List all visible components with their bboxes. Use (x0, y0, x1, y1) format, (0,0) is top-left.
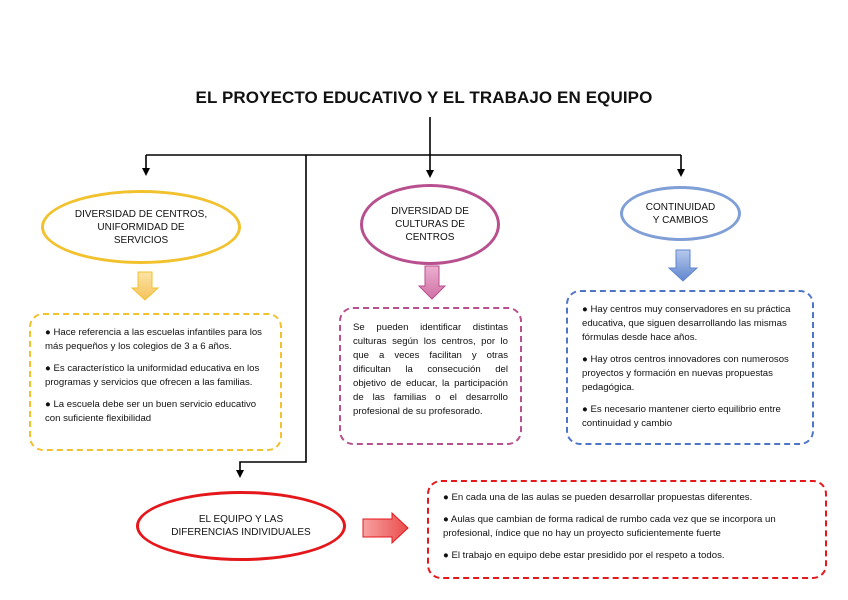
oval-equipo (136, 491, 346, 561)
bullet-item: ● Aulas que cambian de forma radical de rumbo cada vez que se incorpora un profesional, índice que no hay un proyecto suficientemente fuerte (443, 514, 776, 539)
oval-diversidad-centros (41, 190, 241, 264)
paragraph-text: Se pueden identificar distintas culturas según los centros, por lo que a veces facilitan y otras dificultan la consecución del objetivo de educar, la participación de las familias o el desarrollo profesional de su profesorado. (353, 322, 508, 417)
box-diversidad-centros (29, 313, 282, 451)
bullet-item: ● Es característico la uniformidad educativa en los programas y servicios que ofrecen a las familias. (45, 363, 260, 388)
bullet-item: ● Es necesario mantener cierto equilibrio entre continuidad y cambio (582, 404, 781, 429)
oval-continuidad (620, 186, 741, 241)
bullet-item: ● Hay otros centros innovadores con numerosos proyectos y formación en nuevas propuestas pedagógica. (582, 354, 789, 393)
bullet-item: ● En cada una de las aulas se pueden desarrollar propuestas diferentes. (443, 492, 753, 503)
down-arrow-purple (419, 266, 445, 299)
box-diversidad-culturas (339, 307, 522, 445)
oval-continuidad-label: CONTINUIDAD Y CAMBIOS (645, 201, 716, 226)
box-continuidad (566, 290, 814, 445)
bullet-item: ● El trabajo en equipo debe estar presidido por el respeto a todos. (443, 550, 725, 561)
box-equipo (427, 480, 827, 579)
arrowhead-left (142, 168, 150, 176)
bullet-item: ● Hace referencia a las escuelas infantiles para los más pequeños y los colegios de 3 a 6 años. (45, 327, 262, 352)
arrowhead-center (426, 170, 434, 178)
arrowhead-right (677, 169, 685, 177)
oval-equipo-label: EL EQUIPO Y LAS DIFERENCIAS INDIVIDUALES (171, 514, 311, 538)
down-arrow-blue (669, 250, 697, 281)
arrowhead-equipo (236, 470, 244, 478)
right-arrow-red (363, 513, 408, 543)
down-arrow-yellow (132, 272, 158, 300)
oval-diversidad-centros-label: DIVERSIDAD DE CENTROS, UNIFORMIDAD DE SERVICIOS (74, 208, 208, 246)
bullet-item: ● Hay centros muy conservadores en su práctica educativa, que siguen desarrollando las mismas fórmulas desde hace años. (582, 304, 791, 343)
bullet-item: ● La escuela debe ser un buen servicio educativo con suficiente flexibilidad (45, 399, 257, 424)
oval-diversidad-culturas (360, 184, 500, 265)
oval-diversidad-culturas-label: DIVERSIDAD DE CULTURAS DE CENTROS (391, 206, 469, 243)
page-title: EL PROYECTO EDUCATIVO Y EL TRABAJO EN EQUIPO (195, 88, 653, 107)
